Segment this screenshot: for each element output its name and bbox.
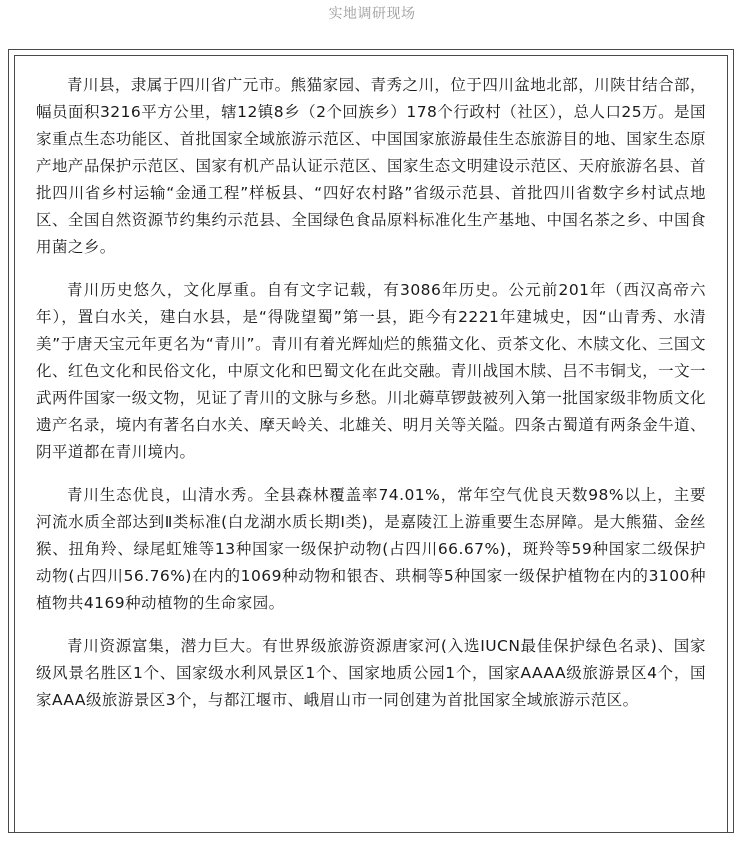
paragraph-history: 青川历史悠久，文化厚重。自有文字记载，有3086年历史。公元前201年（西汉高帝六年），置白水关，建白水县，是“得陇望蜀”第一县，距今有2221年建城史，因“山青秀、水清美”于唐天宝元年更名为“青川”。青川有着光辉灿烂的熊猫文化、贡茶文化、木牍文化、三国文化、红色文化和民俗文化，中原文化和巴蜀文化在此交融。青川战国木牍、吕不韦铜戈，一文一武两件国家一级文物，见证了青川的文脉与乡愁。川北薅草锣鼓被列入第一批国家级非物质文化遗产名录，境内有著名白水关、摩天岭关、北雄关、明月关等关隘。四条古蜀道有两条金牛道、阴平道都在青川境内。 (36, 281, 706, 461)
paragraph-overview: 青川县，隶属于四川省广元市。熊猫家园、青秀之川，位于四川盆地北部，川陕甘结合部，幅员面积3216平方公里，辖12镇8乡（2个回族乡）178个行政村（社区），总人口25万。是国家重点生态功能区、首批国家全域旅游示范区、中国国家旅游最佳生态旅游目的地、国家生态原产地产品保护示范区、国家有机产品认证示范区、国家生态文明建设示范区、天府旅游名县、首批四川省乡村运输“金通工程”样板县、“四好农村路”省级示范县、首批四川省数字乡村试点地区、全国自然资源节约集约示范县、全国绿色食品原料标准化生产基地、中国名茶之乡、中国食用菌之乡。 (36, 76, 706, 256)
paragraph-resources: 青川资源富集，潜力巨大。有世界级旅游资源唐家河(入选IUCN最佳保护绿色名录)、国家级风景名胜区1个、国家级水利风景区1个、国家地质公园1个，国家AAAA级旅游景区4个，国家AAA级旅游景区3个，与都江堰市、峨眉山市一同创建为首批国家全域旅游示范区。 (36, 637, 706, 709)
article-frame (8, 49, 734, 833)
paragraph-ecology: 青川生态优良，山清水秀。全县森林覆盖率74.01%，常年空气优良天数98%以上，主要河流水质全部达到Ⅱ类标准(白龙湖水质长期Ⅰ类)，是嘉陵江上游重要生态屏障。是大熊猫、金丝猴、扭角羚、绿尾虹雉等13种国家一级保护动物(占四川66.67%)，斑羚等59种国家二级保护动物(占四川56.76%)在内的1069种动物和银杏、珙桐等5种国家一级保护植物在内的3100种植物共4169种动植物的生命家园。 (36, 486, 706, 612)
article-body (36, 72, 706, 730)
image-caption: 实地调研现场 (328, 6, 416, 22)
